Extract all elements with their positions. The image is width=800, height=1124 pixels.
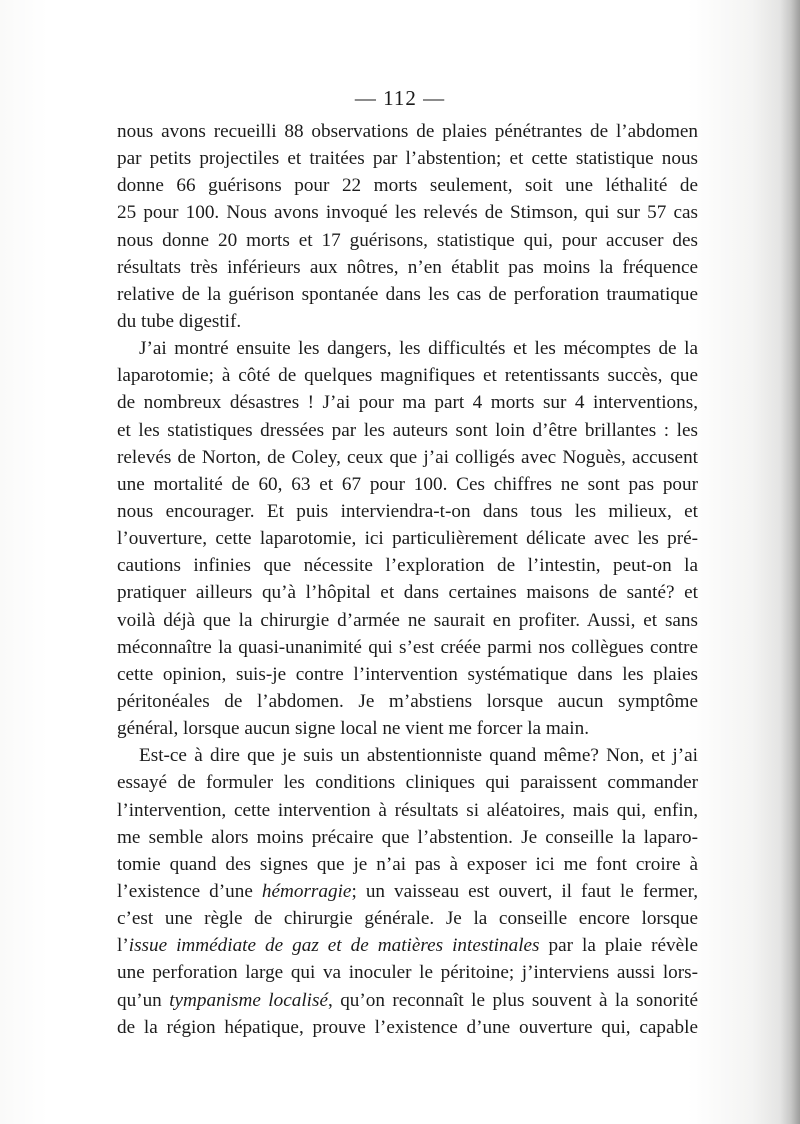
text-line: et les statistiques dressées par les auteurs sont loin d’être brillantes : les <box>117 419 698 441</box>
text-run: l’ <box>117 935 129 957</box>
text-line: nous encourager. Et puis interviendra-t-on dans tous les milieux, et <box>117 500 698 522</box>
text-run: par la plaie révèle <box>539 935 699 957</box>
italic-term: hémorragie <box>261 880 352 902</box>
text-line: essayé de formuler les conditions cliniques qui paraissent commander <box>117 772 698 794</box>
text-line: l’ouverture, cette laparotomie, ici particulièrement délicate avec les pré- <box>117 528 698 550</box>
text-line: de la région hépatique, prouve l’existence d’une ouverture qui, capable <box>117 1016 698 1038</box>
text-run: qu’un <box>117 989 170 1011</box>
text-line: péritonéales de l’abdomen. Je m’abstiens lorsque aucun symptôme <box>117 690 698 712</box>
text-line: nous avons recueilli 88 observations de plaies pénétrantes de l’abdomen <box>117 121 698 142</box>
text-line: relevés de Norton, de Coley, ceux que j’ai colligés avec Noguès, accusent <box>117 446 698 468</box>
text-line <box>117 932 698 959</box>
body-text <box>117 118 698 1041</box>
text-line: cette opinion, suis-je contre l’intervention systématique dans les plaies <box>117 663 698 685</box>
text-line: nous donne 20 morts et 17 guérisons, statistique qui, pour accuser des <box>117 229 698 251</box>
italic-term: tympanisme localisé <box>169 989 328 1011</box>
text-line: J’ai montré ensuite les dangers, les difficultés et les mécomptes de la <box>139 338 698 360</box>
text-run: , qu’on reconnaît le plus souvent à la sonorité <box>327 989 699 1011</box>
text-line: l’intervention, cette intervention à résultats si aléatoires, mais qui, enfin, <box>117 799 698 821</box>
text-line: une perforation large qui va inoculer le péritoine; j’interviens aussi lors- <box>117 962 698 984</box>
text-line: général, lorsque aucun signe local ne vient me forcer la main. <box>117 718 590 740</box>
text-line: par petits projectiles et traitées par l’abstention; et cette statistique nous <box>117 148 698 170</box>
text-line: voilà déjà que la chirurgie d’armée ne saurait en profiter. Aussi, et sans <box>117 609 698 631</box>
text-line: une mortalité de 60, 63 et 67 pour 100. Ces chiffres ne sont pas pour <box>117 473 698 495</box>
text-line: donne 66 guérisons pour 22 morts seulement, soit une léthalité de <box>117 175 698 197</box>
italic-term: issue immédiate de gaz et de matières intestinales <box>128 935 540 957</box>
text-line: me semble alors moins précaire que l’abstention. Je conseille la laparo- <box>117 826 698 848</box>
text-line: résultats très inférieurs aux nôtres, n’en établit pas moins la fréquence <box>117 256 698 278</box>
page-edge-shadow <box>780 0 800 1124</box>
text-line: méconnaître la quasi-unanimité qui s’est créée parmi nos collègues contre <box>117 636 698 658</box>
text-line: pratiquer ailleurs qu’à l’hôpital et dans certaines maisons de santé? et <box>117 582 698 604</box>
page-number: — 112 — <box>354 86 446 110</box>
text-line: du tube digestif. <box>117 310 242 332</box>
text-line: laparotomie; à côté de quelques magnifiques et retentissants succès, que <box>117 365 698 387</box>
text-run: l’existence d’une <box>117 880 262 902</box>
text-line: tomie quand des signes que je n’ai pas à exposer ici me font croire à <box>117 853 698 875</box>
text-line: Est-ce à dire que je suis un abstentionniste quand même? Non, et j’ai <box>139 745 698 767</box>
text-line: 25 pour 100. Nous avons invoqué les relevés de Stimson, qui sur 57 cas <box>117 202 698 224</box>
text-run: ; un vaisseau est ouvert, il faut le fermer, <box>351 880 698 902</box>
text-line: de nombreux désastres ! J’ai pour ma part 4 morts sur 4 interventions, <box>117 392 698 414</box>
text-line: relative de la guérison spontanée dans les cas de perforation traumatique <box>117 283 698 305</box>
text-line: c’est une règle de chirurgie générale. Je la conseille encore lorsque <box>117 908 698 930</box>
text-line <box>117 878 698 905</box>
text-line: cautions infinies que nécessite l’exploration de l’intestin, peut-on la <box>117 555 698 577</box>
text-line <box>117 987 698 1014</box>
